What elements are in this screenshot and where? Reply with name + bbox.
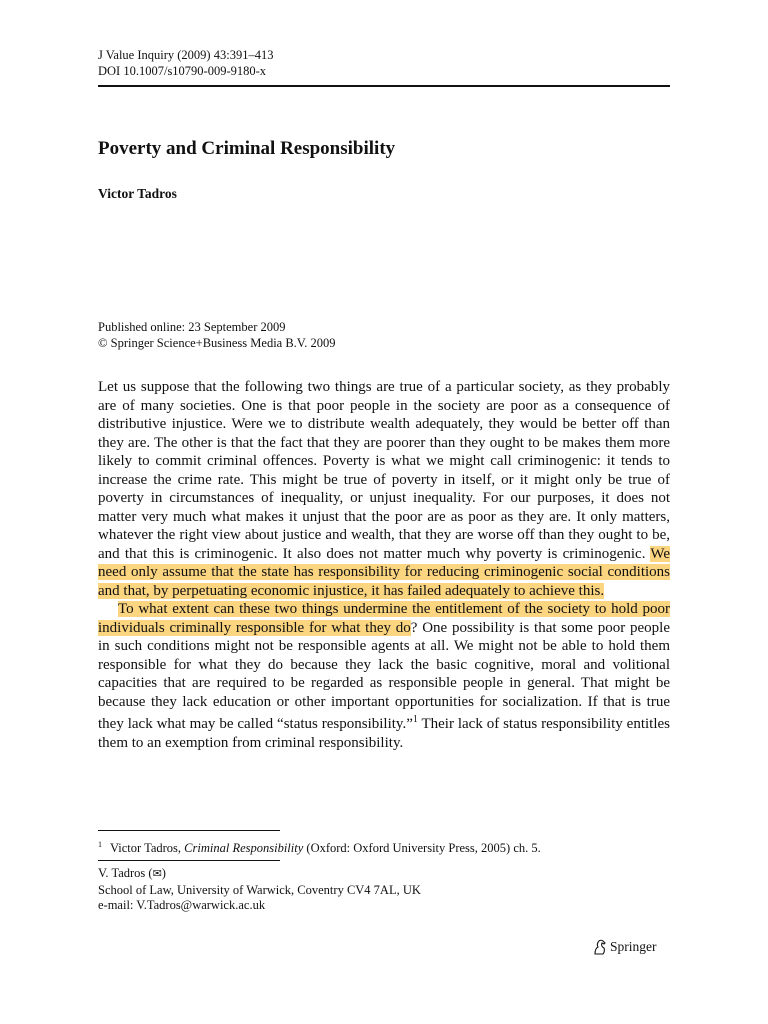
paragraph-2-text-b: Their lack of status responsibility entitles them to an exemption from criminal responsibility.: [98, 716, 670, 751]
footnote: [98, 837, 541, 856]
footnote-text-b: (Oxford: Oxford University Press, 2005) ch. 5.: [303, 841, 541, 856]
footnote-book-title: Criminal Responsibility: [184, 841, 304, 856]
author-name-close: ): [161, 866, 166, 880]
footnote-rule: [98, 830, 280, 831]
paragraph-1: [98, 378, 670, 600]
journal-citation: J Value Inquiry (2009) 43:391–413: [98, 48, 274, 62]
article-title: Poverty and Criminal Responsibility: [98, 138, 396, 159]
affiliation-rule: [98, 860, 280, 861]
publisher-name: Springer: [610, 939, 657, 954]
author-email[interactable]: e-mail: V.Tadros@warwick.ac.uk: [98, 898, 266, 912]
footnote-number: 1: [98, 840, 102, 849]
published-date: Published online: 23 September 2009: [98, 320, 286, 334]
body-text: [98, 378, 670, 752]
publication-info: [98, 319, 335, 351]
author-contact: [98, 866, 421, 883]
footnote-ref[interactable]: 1: [412, 714, 418, 725]
footnote-text-a: Victor Tadros,: [110, 841, 185, 856]
author-name: V. Tadros (: [98, 866, 153, 880]
affiliation: [98, 866, 421, 914]
springer-horse-icon: [592, 939, 607, 955]
paragraph-2: [98, 600, 670, 752]
paragraph-1-text: Let us suppose that the following two things are true of a particular society, as they probably are of many societies. One is that poor people in the society are poor as a consequence of distributive injustice. Were we to distribute wealth adequately, they would be better off than they are. The other is that the fact that they are poorer than they ought to be makes them more likely to commit criminal offences. Poverty is what we might call criminogenic: it tends to increase the crime rate. This might be true of poverty in itself, or it might only be true of poverty in circumstances of inequality, or unjust inequality. For our purposes, it does not matter very much what makes it unjust that the poor are as poor as they are. It only matters, whatever the right view about justice and wealth, that they are worse off than they ought to be, and that this is criminogenic. It also does not matter much why poverty is criminogenic.: [98, 379, 670, 562]
author-address: School of Law, University of Warwick, Coventry CV4 7AL, UK: [98, 882, 421, 897]
header-rule: [98, 85, 670, 87]
copyright: © Springer Science+Business Media B.V. 2009: [98, 336, 336, 350]
highlight-1: We need only assume that the state has responsibility for reducing criminogenic social conditions and that, by perpetuating economic injustice, it has failed adequately to achieve this.: [98, 545, 670, 599]
journal-info: [98, 47, 273, 79]
highlight-2: To what extent can these two things undermine the entitlement of the society to hold poor individuals criminally responsible for what they do: [98, 601, 670, 636]
doi: DOI 10.1007/s10790-009-9180-x: [98, 64, 267, 78]
publisher-logo: [592, 939, 657, 955]
paragraph-2-text-a: ? One possibility is that some poor people in such conditions might not be responsible agents at all. We might not be able to hold them responsible for what they do because they lack the basic cognitive, moral and volitional capacities that are required to be regarded as responsible people in general. That might be because they lack education or other important opportunities for socialization. If that is true they lack what may be called “status responsibility.”: [98, 619, 670, 732]
article-author: Victor Tadros: [98, 186, 177, 201]
envelope-icon[interactable]: ✉: [152, 868, 162, 880]
